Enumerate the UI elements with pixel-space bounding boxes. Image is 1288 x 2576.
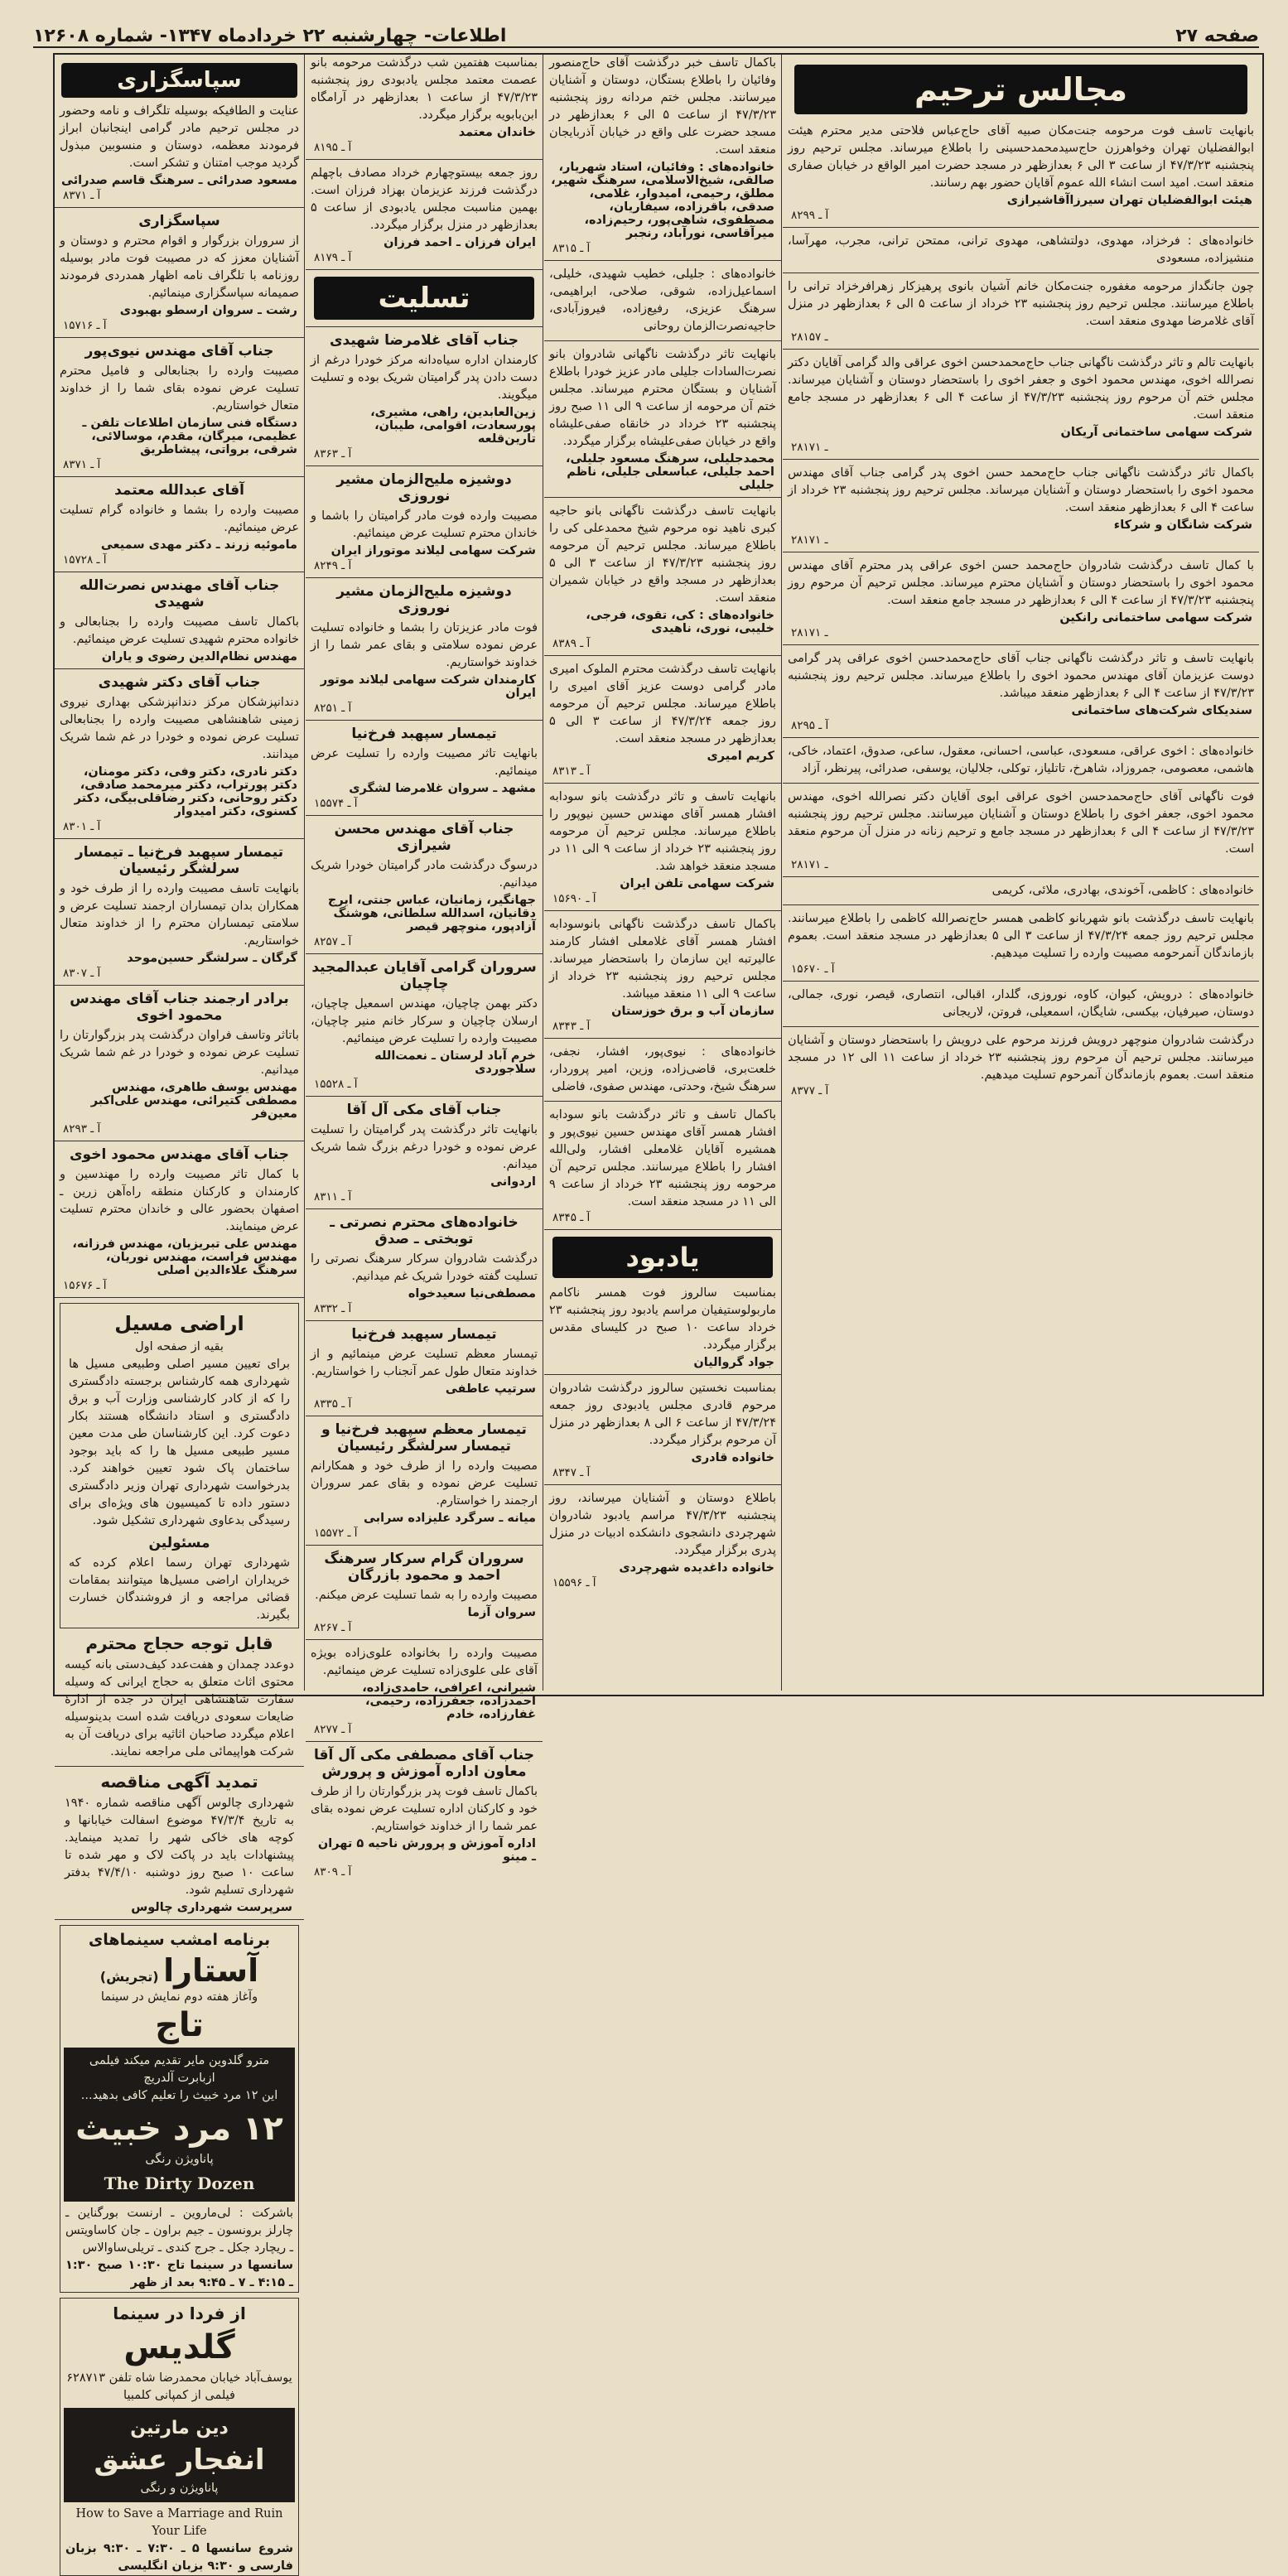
- col1-notice: [783, 789, 1259, 871]
- notice-code: آ ـ ۱۵۶۷۶: [63, 1279, 107, 1292]
- col4-notice: [55, 674, 304, 833]
- notice-body: خانواده‌های : جلیلی، خطیب شهیدی، خلیلی، اسماعیل‌زاده، شوقی، صلاحی، ابراهیمی، سرهنگ عزیزی، رفیع‌زاده، فیروزآبادی، حاجیه‌نصرت‌الزمان روحانی: [549, 268, 776, 333]
- notice-body: درسوگ درگذشت مادر گرامیتان خودرا شریک میدانیم.: [311, 859, 538, 890]
- page-header: [33, 18, 1259, 48]
- column-rule: [304, 55, 305, 1691]
- notice-signature: جواد گروالیان: [693, 1356, 774, 1369]
- col2-notice: [544, 661, 781, 778]
- divider: [306, 1096, 543, 1097]
- divider: [783, 981, 1259, 982]
- notice-body: مصیبت وارده فوت مادر گرامیتان را باشما و خاندان محترم تسلیت عرض مینمائیم.: [311, 509, 538, 540]
- notice-heading: خانواده‌های محترم نصرتی ـ توبختی ـ صدق: [330, 1214, 519, 1247]
- notice-signature: مهندس نظام‌الدین رضوی و یاران: [101, 650, 297, 663]
- cinema2-studio: فیلمی از کمپانی کلمبیا: [123, 2389, 235, 2402]
- notice-heading: تیمسار سپهبد فرخ‌نیا: [351, 1326, 497, 1343]
- notice-code: ۲ـ ۸۱۷۱: [791, 626, 828, 639]
- col2-notice: [544, 1380, 781, 1479]
- notice-signature: خرم آباد لرستان ـ نعمت‌الله سلاجوردی: [374, 1049, 536, 1076]
- notice-code: ۲ـ ۸۱۷۱: [791, 533, 828, 547]
- divider: [783, 904, 1259, 905]
- notice-hajj-body: دوعدد چمدان و هفت‌عدد کیف‌دستی بانه کیسه محتوی اثاث متعلق به حجاج ایرانی که وسیله سفارت شاهنشاهی ایران در جده از ادارهٔ ضایعات سعودی دریافت شده است بدینوسیله اعلام میگردد صاحبان اثاثیه برای دریافت آن به شرکت هواپیمائی ملی مراجعه نمایند.: [65, 1658, 294, 1758]
- notice-heading: تیمسار معظم سپهبد فرخ‌نیا و تیمسار سرلشگر رئیسیان: [321, 1421, 527, 1454]
- notice-signature: مصطفی‌نیا سعیدخواه: [408, 1287, 536, 1300]
- cinema-line: وآغاز هفته دوم نمایش در سینما: [100, 1990, 258, 2004]
- notice-signature: هیئت ابوالفضلیان تهران سیرزاآقاشیرازی: [1006, 194, 1252, 207]
- notice-body: فوت ناگهانی آقای حاج‌محمدحسن اخوی عراقی ابوی آقایان دکتر نصرالله اخوی، مهندس محمود اخوی، جعفر اخوی را باطلاع دوستان و آشنایان میرسانند. مجلس ترحیم روز پنجشنبه ۴۷/۳/۲۳ از ساعت ۴ الی ۶ بعدازظهر در مسجد جامع و ترحیم زنانه در منزل آن مرحوم منعقد است.: [788, 790, 1254, 856]
- section-title-yadbood: یادبود: [552, 1237, 773, 1278]
- notice-signature: ایران فرزان ـ احمد فرزان: [384, 236, 536, 249]
- col3-notice: [306, 1747, 543, 1879]
- divider: [306, 1741, 543, 1742]
- notice-signature: سازمان آب و برق خوزستان: [611, 1005, 774, 1018]
- notice-signature: کریم امیری: [707, 750, 774, 763]
- cinema2-tomorrow: از فردا در سینما: [113, 2303, 246, 2323]
- divider: [306, 1320, 543, 1321]
- notice-heading: جناب آقای مهندس محمود اخوی: [69, 1146, 290, 1163]
- cinema-shows: سانسها در سینما تاج ۱۰:۳۰ صبح ۱:۳۰ ـ ۴:۱۵ ـ ۷ ـ ۹:۴۵ بعد از ظهر: [65, 2259, 293, 2289]
- divider: [544, 1101, 781, 1102]
- divider: [783, 459, 1259, 460]
- col5-section: [55, 577, 304, 663]
- notice-body: باکمال تاسف مصیبت وارده را بجنابعالی و خانواده محترم شهیدی تسلیت عرض مینمائیم.: [60, 615, 299, 646]
- col3-notice: [306, 471, 543, 572]
- col1-notice: [783, 233, 1259, 268]
- divider: [783, 737, 1259, 738]
- col2-notice: [544, 1237, 781, 1369]
- notice-code: آ ـ ۸۳۷۱: [63, 189, 101, 202]
- notice-body: خانواده‌های : کاظمی، آخوندی، بهادری، ملائی، کریمی: [991, 884, 1254, 897]
- notice-body: بانهایت تاسف درگذشت ناگهانی بانو حاجیه کبری ناهید نوه مرحوم شیخ محمدعلی کی را باطلاع میرساند. مجلس ترحیم آن مرحومه روز پنجشنبه ۴۷/۳/۲۳ از ساعت ۳ الی ۵ بعدازظهر در مسجد واقع در خیابان شمیران منعقد است.: [549, 504, 776, 605]
- col3-notice: [306, 959, 543, 1091]
- notice-hajj-title: قابل توجه حجاج محترم: [85, 1633, 273, 1653]
- notice-body: با کمال تاسف درگذشت شادروان حاج‌محمد حسن اخوی عراقی پدر محترم آقای مهندس محمود اخوی را باستحضار دوستان و آشنایان محترم میرساند. مجلس ترحیم آن مرحوم روز پنجشنبه ۴۷/۳/۲۳ از ساعت ۴ الی ۶ بعدازظهر در مسجد جامع منعقد است.: [788, 559, 1254, 607]
- divider: [783, 644, 1259, 645]
- col1-notice: [783, 355, 1259, 454]
- poster2-star: دین مارتین: [130, 2418, 229, 2439]
- divider: [544, 340, 781, 341]
- divider: [55, 1297, 304, 1298]
- col2-notice: [544, 916, 781, 1033]
- cinema-name-taj: تاج: [155, 2006, 204, 2044]
- notice-signature: مهندس علی تبریزیان، مهندس فرزانه، مهندس فراست، مهندس نوریان، سرهنگ علاءالدین اصلی: [72, 1237, 297, 1277]
- notice-body: بمناسبت سالروز فوت همسر ناکامم ماربولوستیفیان مراسم یادبود روز پنجشنبه ۲۳ خرداد ساعت ۱۰ صبح در کلیسای مقدس برگزار میگردد.: [549, 1286, 776, 1352]
- notice-code: آ ـ ۱۵۵۹۶: [552, 1576, 596, 1589]
- article-arazi-masil: [60, 1303, 299, 1628]
- divider: [306, 159, 543, 160]
- notice-code: آ ـ ۸۳۰۱: [63, 820, 101, 833]
- col3-notice: [306, 583, 543, 715]
- paper-info: اطلاعات- چهارشنبه ۲۲ خردادماه ۱۳۴۷- شماره ۱۲۶۰۸: [33, 26, 507, 46]
- notice-body: باکمال تاسف فوت پدر بزرگوارتان را از طرف خود و کارکنان اداره تسلیت عرض نموده بقای عمر شما را از خداوند خواستاریم.: [311, 1785, 538, 1833]
- col2-notice: [544, 1107, 781, 1224]
- notice-signature: خانواده قادری: [691, 1451, 774, 1464]
- divider: [55, 1766, 304, 1767]
- notice-code: آ ـ ۸۳۶۳: [314, 447, 352, 461]
- film-poster: [64, 2048, 295, 2202]
- cinema-ad-goldis: [60, 2298, 299, 2576]
- divider: [783, 227, 1259, 228]
- notice-body: باکمال تاثر درگذشت ناگهانی جناب حاج‌محمد حسن اخوی پدر گرامی جناب آقای مهندس محمود اخوی را باستحضار دوستان و آشنایان میرساند. مجلس ترحیم روز پنجشنبه ۲۳ خرداد از ساعت ۴ الی ۶ بعدازظهر منعقد است.: [788, 466, 1255, 514]
- notice-code: آ ـ ۱۵۵۷۴: [314, 797, 358, 810]
- notice-signature: مشهد ـ سروان غلامرضا لشگری: [349, 782, 536, 795]
- notice-signature: سروان آزما: [467, 1606, 536, 1619]
- notice-signature: اردوانی: [490, 1175, 536, 1189]
- notice-code: آ ـ ۱۵۵۷۲: [314, 1527, 358, 1540]
- col2-notice: [544, 266, 781, 335]
- notice-code: ۲ـ ۸۱۵۷: [791, 330, 828, 344]
- divider: [544, 1374, 781, 1375]
- col1-notice: [783, 465, 1259, 547]
- col2-notice: [544, 1490, 781, 1589]
- column-obituaries: [783, 55, 1259, 1691]
- notice-signature: مهندس یوسف طاهری، مهندس مصطفی کتیرائی، مهندس علی‌اکبر معین‌فر: [90, 1081, 297, 1121]
- notice-signature: خانواده‌های : وفائیان، استاد شهریار، صالقی، شیخ‌الاسلامی، سرهنگ شهیر، مطلق، رحیمی، امیدوار، غلامی، صدقی، باقرزاده، سیفاریان، مصطفوی، شاهی‌پور، رحیم‌زاده، میرآقاسی، نورآباد، رنجبر: [551, 161, 774, 240]
- column-2: [544, 55, 781, 1691]
- notice-body: بانهایت تالم و تاثر درگذشت ناگهانی جناب حاج‌محمدحسن اخوی عراقی والد گرامی آقایان دکتر نصرالله اخوی، مهندس محمود اخوی و جعفر اخوی را باستحضار دوستان و آشنایان میرساند. مجلس ختم آن مرحوم روز پنجشنبه ۴۷/۳/۲۳ از ساعت ۴ الی ۶ بعدازظهر در مسجد جامع منعقد است.: [788, 356, 1254, 422]
- notice-signature: خانواده داغدیده شهرچردی: [619, 1561, 774, 1575]
- col1-notice: [783, 910, 1259, 976]
- col1-notice: [783, 123, 1259, 222]
- divider: [306, 1208, 543, 1209]
- col2-notice: [544, 55, 781, 255]
- notice-signature: ماموئیه زرند ـ دکتر مهدی سمیعی: [100, 538, 297, 552]
- notice-body: مصیبت وارده را بجنابعالی و فامیل محترم تسلیت عرض نموده بقای شما را از خداوند متعال خواستاریم.: [60, 364, 299, 412]
- notice-signature: سرتیپ عاطفی: [445, 1382, 536, 1396]
- article-title: اراضی مسیل: [114, 1312, 244, 1335]
- col4-notice: [55, 991, 304, 1136]
- cinema-name-astara: [60, 1952, 298, 1989]
- column-3-items: [306, 55, 543, 1879]
- notice-code: آ ـ ۸۱۷۹: [314, 251, 352, 264]
- notice-signature: سندیکای شرکت‌های ساختمانی: [1071, 704, 1252, 717]
- notice-signature: محمدجلیلی، سرهنگ مسعود جلیلی، احمد جلیلی، عباسعلی جلیلی، ناظم جلیلی: [566, 452, 774, 492]
- poster-hook: این ۱۲ مرد خبیث را تعلیم کافی بدهید...: [80, 2089, 278, 2102]
- page-number: صفحه ۲۷: [1175, 26, 1259, 46]
- divider: [783, 349, 1259, 350]
- notice-signature: شرکت سهامی ساختمانی رانکین: [1059, 611, 1252, 625]
- divider: [55, 476, 304, 477]
- article-sub2: مسئولین: [148, 1535, 210, 1551]
- notice-signature: اداره آموزش و پرورش ناحیه ۵ تهران ـ مینو: [317, 1837, 536, 1864]
- divider: [544, 1484, 781, 1485]
- cinema-tag: (تجریش): [99, 1969, 164, 1985]
- notice-signature: شرکت سهامی ساختمانی آریکان: [1060, 426, 1252, 439]
- notice-body: بانهایت تاسف مصیبت وارده را از طرف خود و همکاران بدان تیمساران ارجمند تسلیت عرض و سلامتی تیمساران محترم را از خداوند متعال خواستاریم.: [60, 882, 299, 948]
- notice-body: کارمندان اداره سیاه‌دانه مرکز خودرا درغم از دست دادن پدر گرامیتان شریک بوده و تسلیت میگویند.: [311, 354, 538, 402]
- notice-body: بانهایت تاسف درگذشت بانو شهربانو کاظمی همسر حاج‌نصرالله کاظمی را باطلاع میرسانند. مجلس ترحیم روز جمعه ۴۷/۳/۲۴ از ساعت ۳ الی ۵ بعدازظهر در مسجد منعقد است. بعموم بازماندگان آنمرحومه مصیبت وارده را تسلیت میدهیم.: [788, 912, 1254, 960]
- divider: [544, 497, 781, 498]
- notice-code: آ ـ ۱۵۵۲۸: [314, 1078, 358, 1091]
- notice-body: دکتر بهمن چاچیان، مهندس اسمعیل چاچیان، ارسلان چاچیان و سرکار خانم منیر چاچیان، مصیبت وارده را تسلیت عرض مینمائیم.: [311, 997, 538, 1045]
- notice-code: آ ـ ۸۳۰۷: [63, 967, 101, 980]
- notice-code: آ ـ ۸۲۵۷: [314, 935, 352, 948]
- notice-code: آ ـ ۸۲۹۵: [791, 719, 829, 732]
- col2-notice: [544, 789, 781, 905]
- divider: [306, 953, 543, 954]
- col4-notice: [55, 844, 304, 980]
- notice-signature: کارمندان شرکت سهامی لیلاند موتور ایران: [320, 673, 536, 700]
- notice-hajj: [60, 1633, 299, 1761]
- notice-heading: جناب آقای مهندس نیوی‌پور: [84, 343, 274, 359]
- notice-signature: مسعود صدرائی ـ سرهنگ قاسم صدرائی: [61, 174, 297, 187]
- col3-notice: [306, 821, 543, 948]
- col3-notice: [306, 277, 543, 320]
- notice-signature: شیرانی، اعرافی، حامدی‌زاده، احمدزاده، جعفرزاده، رحیمی، غفارزاده، خادم: [362, 1681, 536, 1721]
- notice-code: آ ـ ۸۲۶۷: [314, 1621, 352, 1634]
- notice-heading: سروران گرام سرکار سرهنگ احمد و محمود بازرگان: [324, 1551, 524, 1584]
- col1-notice: [783, 650, 1259, 732]
- notice-body: مصیبت وارده را به شما تسلیت عرض میکنم.: [315, 1589, 538, 1602]
- film2-poster: [64, 2408, 295, 2502]
- notice-body: درگذشت شادروان منوچهر درویش فرزند مرحوم علی درویش را باستحضار دوستان و آشنایان میرسانند. مجلس ترحیم آن مرحوم روز پنجشنبه ۲۳ خرداد از ساعت ۱۱ الی ۱۲ در مسجد منعقد است. بعموم بازماندگان آنمرحوم تسلیت میدهیم.: [788, 1034, 1254, 1082]
- notice-body: دندانپزشکان مرکز دندانپزشکی بهداری نیروی زمینی شاهنشاهی مصیبت وارده را بجنابعالی تسلیت عرض نموده و خودرا در غم شما شریک میدانند.: [60, 696, 299, 761]
- cinema-cast: باشرکت : لی‌ماروین ـ ارنست بورگناین ـ چارلز برونسون ـ جیم براون ـ جان کاساویتس ـ ریچارد جکل ـ جرج کندی ـ تریلی‌ساوالاس: [65, 2207, 293, 2255]
- tender-body: شهرداری چالوس آگهی مناقصه شماره ۱۹۴۰ به تاریخ ۴۷/۳/۴ موضوع اسفالت خیابانها و کوچه های خاکی شهر را تمدید مینماید. پیشنهادات باید در پاکت لاک و مهر شده تا ساعت ۱۰ صبح روز دوشنبه ۴۷/۴/۱۰ بدفتر شهرداری تسلیم شود.: [65, 1797, 294, 1897]
- notice-body: باکمال تاسف خبر درگذشت آقای حاج‌منصور وفائیان را باطلاع بستگان، دوستان و آشنایان میرسانند. مجلس ختم مردانه روز پنجشنبه ۴۷/۳/۲۳ از ساعت ۵ الی ۶ بعدازظهر در مسجد حضرت علی واقع در خیابان آذربایجان منعقد است.: [549, 56, 776, 157]
- notice-code: آ ـ ۱۵۷۱۶: [63, 319, 107, 332]
- notice-code: آ ـ ۸۳۰۹: [314, 1865, 352, 1879]
- notice-heading: جناب آقای مکی آل آقا: [346, 1102, 502, 1118]
- notice-heading: جناب آقای دکتر شهیدی: [98, 674, 261, 691]
- notice-heading: جناب آقای غلامرضا شهیدی: [329, 332, 519, 349]
- notice-body: بانهایت تاسف و تاثر درگذشت بانو سودابه افشار همسر آقای مهندس حسین نیوپور را باطلاع میرساند. مجلس ترحیم آن مرحومه روز پنجشنبه ۲۳ خرداد از ساعت ۹ الی ۱۱ در مسجد منعقد خواهد شد.: [549, 790, 776, 873]
- notice-body: بانهایت تاثر درگذشت پدر گرامیتان را تسلیت عرض نموده و خودرا درغم بزرگ شما شریک میدانم.: [311, 1123, 538, 1171]
- notice-body: باطلاع دوستان و آشنایان میرساند، روز پنجشنبه ۴۷/۳/۲۳ مراسم یادبود شادروان شهرچردی دانشجوی دانشکده ادبیات در منزل پدری برگزار میگردد.: [549, 1492, 776, 1557]
- section-title-sepasgozari: سپاسگزاری: [61, 63, 297, 98]
- notice-heading: جناب آقای مهندس نصرت‌الله شهیدی: [79, 577, 280, 610]
- col4-notice: [55, 1146, 304, 1292]
- section-title-tasliyat: تسلیت: [314, 277, 534, 320]
- tender-title: تمدید آگهی مناقصه: [100, 1772, 258, 1792]
- divider: [544, 655, 781, 656]
- divider: [544, 783, 781, 784]
- notice-signature: دکتر نادری، دکتر وفی، دکتر مومنان، دکتر پورتراب، دکتر میرمحمد صادقی، دکتر روحانی، دکتر رضاقلی‌بیگی، دکتر کسنوی، دکتر امیدوار: [74, 765, 297, 818]
- notice-body: فوت مادر عزیزتان را بشما و خانواده تسلیت عرض نموده سلامتی و بقای عمر شما را از خداوند خواستاریم.: [311, 621, 538, 669]
- notice-code: آ ـ ۸۲۵۱: [314, 702, 352, 715]
- col5-section: [55, 213, 304, 332]
- divider: [306, 815, 543, 816]
- notice-code: آ ـ ۸۳۳۲: [314, 1302, 352, 1315]
- notice-body: تیمسار معظم تسلیت عرض مینمائیم و از خداوند متعال طول عمر آنجناب را خواستاریم.: [311, 1348, 538, 1378]
- notice-code: آ ـ ۸۳۴۳: [552, 1020, 591, 1033]
- col3-notice: [306, 332, 543, 461]
- notice-body: عنایت و الطافیکه بوسیله تلگراف و نامه وحضور در مجلس ترحیم مادر گرامی اینجانبان ابراز فرمودند معظمه، دوستان و منسوبین مبذول گردید موجب امتنان و تشکر است.: [60, 104, 299, 170]
- notice-code: آ ـ ۸۳۷۱: [63, 458, 101, 471]
- notice-body: بمناسبت هفتمین شب درگذشت مرحومه بانو عصمت معتمد مجلس یادبودی روز پنجشنبه ۴۷/۳/۲۳ از ساعت ۱ بعدازظهر در آرامگاه ابن‌بابویه برگزار میگردد.: [311, 56, 538, 122]
- col5-section: [55, 103, 304, 202]
- notice-signature: شرکت سهامی تلفن ایران: [620, 877, 774, 890]
- cinema-ad-dirty-dozen: [60, 1925, 299, 2293]
- col2-notice: [544, 1044, 781, 1096]
- notice-body: بانهایت تاسف درگذشت محترم الملوک امیری مادر گرامی دوست عزیز آقای امیری را باطلاع میرساند. مجلس ترحیم آن مرحومه روز جمعه ۴۷/۳/۲۴ از ساعت ۳ الی ۵ بعدازظهر در مسجد منعقد است.: [549, 663, 776, 745]
- divider: [306, 269, 543, 270]
- section-title-majales: مجالس ترحیم: [794, 65, 1247, 114]
- divider: [306, 720, 543, 721]
- col1-notice: [783, 557, 1259, 639]
- notice-body: خانواده‌های : فرخزاد، مهدوی، دولتشاهی، مهدوی ترانی، ممتحن ترانی، مجرب، مهرآسا، منشیزاده، مسعودی: [788, 234, 1254, 265]
- poster-en: The Dirty Dozen: [104, 2173, 255, 2193]
- divider: [544, 260, 781, 261]
- divider: [306, 577, 543, 578]
- notice-code: آ ـ ۱۵۷۲۸: [63, 553, 107, 567]
- column-5-items: [55, 63, 304, 2573]
- notice-heading: سپاسگزاری: [138, 213, 220, 229]
- notice-body: مصیبت وارده را بخانواده علوی‌زاده بویژه آقای علی علوی‌زاده تسلیت عرض مینمائیم.: [311, 1647, 538, 1677]
- notice-code: آ ـ ۸۱۹۵: [314, 141, 352, 154]
- article-body: برای تعیین مسیر اصلی وطبیعی مسیل ها شهرداری همه کارشناس برجسته دادگستری را که از کادر کارشناسی وزارت آب و برق دادگستری و استاد دانشگاه هستند بکار دعوت کرد. این کارشناسان طی مدت معین مسیر طبیعی مسیل ها را که باید بوجود ساختمان پاک شود تعیین خواهند کرد. بدرخواست شهرداری تهران وزیر دادگستری دستور داده تا کمیسیون های ویژه‌ای برای رسیدگی بدعاوی شهرداری تشکیل شود.: [69, 1358, 290, 1527]
- col3-notice: [306, 1551, 543, 1634]
- col3-notice: [306, 1421, 543, 1540]
- col3-notice: [306, 1214, 543, 1315]
- notice-body: باکمال تاسف درگذشت ناگهانی بانوسودابه افشار همسر آقای غلامعلی افشار کارمند عالیرتبه این سازمان را باستحضار میرساند. مجلس ترحیم روز پنجشنبه ۲۳ خرداد از ساعت ۹ الی ۱۱ منعقد میباشد.: [549, 918, 776, 1001]
- notice-signature: خاندان معتمد: [458, 126, 536, 139]
- notice-signature: گرگان ـ سرلشگر حسین‌موحد: [127, 952, 297, 965]
- notice-code: آ ـ ۸۲۹۳: [63, 1122, 101, 1136]
- poster-ptag: پاناویژن رنگی: [145, 2153, 214, 2166]
- cinema2-shows: شروع سانسها ۵ ـ ۷:۳۰ ـ ۹:۳۰ بزبان فارسی و ۹:۳۰ بزبان انگلیسی: [65, 2542, 293, 2573]
- notice-heading: تیمسار سپهبد فرخ‌نیا: [351, 726, 497, 742]
- article-body2: شهرداری تهران رسما اعلام کرده که خریداران اراضی مسیل‌ها میتوانند بمقامات قضائی مراجعه و از فروشندگان خسارت بگیرند.: [69, 1556, 290, 1622]
- notice-code: آ ـ ۸۳۱۱: [314, 1190, 352, 1204]
- notice-body: از سروران بزرگوار و اقوام محترم و دوستان و آشنایان معزز که در مصیبت فوت مادر بوسیله روزنامه با تلگراف نامه اظهار همدردی فرمودند صمیمانه سپاسگزاری مینمائیم.: [60, 234, 299, 300]
- notice-code: آ ـ ۸۳۱۳: [552, 765, 591, 778]
- col3-notice: [306, 55, 543, 154]
- notice-heading: برادر ارجمند جناب آقای مهندس محمود اخوی: [70, 991, 289, 1024]
- notice-heading: دوشیزه ملیح‌الزمان مشیر نوروزی: [336, 583, 512, 616]
- notice-signature: رشت ـ سروان ارسطو بهبودی: [119, 304, 297, 317]
- notice-body: بمناسبت نخستین سالروز درگذشت شادروان مرحوم قادری مجلس یادبودی روز جمعه ۴۷/۳/۲۴ از ساعت ۶ الی ۸ بعدازظهر در منزل آن مرحوم برگزار میگردد.: [549, 1382, 776, 1447]
- article-sub: بقیه از صفحه اول: [135, 1340, 224, 1353]
- notice-heading: جناب آقای مهندس محسن شیرازی: [334, 821, 514, 854]
- cinema-name: آستارا: [163, 1952, 259, 1989]
- notice-heading: تیمسار سپهبد فرخ‌نیا ـ تیمسار سرلشگر رئیسیان: [75, 844, 284, 877]
- left-region: [55, 63, 304, 2573]
- notice-code: آ ـ ۸۲۷۷: [314, 1723, 352, 1736]
- divider: [783, 876, 1259, 877]
- notice-body: مصیبت وارده را بشما و خانواده گرام تسلیت عرض مینمائیم.: [60, 504, 299, 534]
- notice-code: آ ـ ۱۵۶۹۰: [552, 892, 596, 905]
- cinema2-name: گلدیس: [123, 2328, 235, 2366]
- notice-body: بانهایت تاسف و تاثر درگذشت ناگهانی جناب آقای حاج‌محمدحسن اخوی عراقی پدر گرامی دوست عزیزمان آقای مهندس محمود اخوی را باطلاع میرساند. مجلس ترحیم روز پنجشنبه ۴۷/۳/۲۳ از ساعت ۴ الی ۶ بعدازظهر منعقد میباشد.: [788, 652, 1254, 700]
- divider: [55, 985, 304, 986]
- divider: [55, 1919, 304, 1920]
- notice-body: درگذشت شادروان سرکار سرهنگ نصرتی را تسلیت گفته خودرا شریک غم میدانیم.: [311, 1252, 538, 1283]
- notice-code: آ ـ ۸۳۷۷: [791, 1084, 829, 1097]
- notice-body: بانهایت تاثر درگذشت ناگهانی شادروان بانو نصرت‌السادات جلیلی مادر عزیز خودرا باطلاع آشنایان و بستگان محترم میرساند. مجلس ختم آن مرحومه از ساعت ۹ الی ۱۱ صبح روز پنجشنبه ۲۳ خرداد در خانقاه صفی‌علیشاه واقع در خیابان صفی‌علیشاه برگزار میگردد.: [549, 348, 776, 448]
- col1-notice: [783, 1032, 1259, 1097]
- notice-code: آ ـ ۸۲۴۹: [314, 559, 352, 572]
- divider: [783, 783, 1259, 784]
- notice-body: بانهایت تاثر مصیبت وارده را تسلیت عرض مینمائیم.: [311, 747, 538, 778]
- col1-notice: [783, 987, 1259, 1021]
- notice-signature: دستگاه فنی سازمان اطلاعات تلفن ـ عظیمی، میرگان، مقدم، موسالائی، شرقی، برواتی، پیشاطریق: [82, 417, 297, 456]
- notice-body: با کمال تاثر مصیبت وارده را مهندسین و کارمندان و کارکنان منطقه راه‌آهن زرین ـ اصفهان بحضور عالی و خاندان محترم تسلیت عرض مینمایند.: [60, 1168, 299, 1233]
- divider: [306, 1639, 543, 1640]
- column-rule: [781, 55, 782, 1691]
- divider: [544, 910, 781, 911]
- notice-tender: [60, 1772, 299, 1914]
- column-3: [306, 55, 543, 1879]
- col1-notice: [783, 278, 1259, 344]
- col3-notice: [306, 1645, 543, 1736]
- col1-notice: [783, 743, 1259, 778]
- divider: [306, 1545, 543, 1546]
- notice-heading: سروران گرامی آقایان عبدالمجید چاچیان: [311, 959, 537, 992]
- divider: [55, 838, 304, 839]
- notice-code: آ ـ ۱۵۶۷۰: [791, 962, 835, 976]
- tender-signature: سرپرست شهرداری چالوس: [131, 1901, 292, 1914]
- poster-studio: مترو گلدوین مایر تقدیم میکند فیلمی ازبابرت آلدریچ: [89, 2054, 270, 2085]
- notice-body: باکمال تاسف و تاثر درگذشت بانو سودابه افشار همسر آقای مهندس حسین نیوی‌پور و همشیره آقایان غلامعلی افشار، ولی‌الله افشار را باطلاع میرسانند. مجلس ترحیم آن مرحومه روز پنجشنبه ۲۳ خرداد از ساعت ۹ الی ۱۱ در مسجد منعقد است.: [549, 1108, 776, 1208]
- notice-signature: جهانگیر، زمانیان، عباس جنتی، ایرج دقانیان، اسدالله سلطانی، هوشنگ آزادپور، منوچهر قیصر: [327, 894, 536, 933]
- col5-section: [55, 343, 304, 471]
- notice-signature: شرکت شانگان و شرکاء: [1113, 519, 1252, 532]
- col2-notice: [544, 503, 781, 650]
- notice-heading: دوشیزه ملیح‌الزمان مشیر نوروزی: [336, 471, 512, 504]
- poster2-ptag: پاناویژن و رنگی: [140, 2482, 219, 2495]
- cinema2-en: How to Save a Marriage and Ruin Your Life: [75, 2507, 283, 2538]
- notice-body: خانواده‌های : اخوی عراقی، مسعودی، عباسی، احسانی، معقول، ساعی، صدوق، اعتماد، خاکی، هاشمی، معصومی، جمروزاد، شاهرخ، تاتلیاز، توکلی، جلالیان، یوسفی، صدرائی، پیرنظر، آزاد: [788, 745, 1254, 775]
- notice-code: آ ـ ۸۳۴۵: [552, 1211, 591, 1224]
- notice-signature: خانواده‌های : کی، تقوی، فرجی، خلیبی، نوری، ناهیدی: [586, 609, 774, 635]
- poster2-film: انفجار عشق: [94, 2443, 265, 2477]
- col3-notice: [306, 1102, 543, 1204]
- divider: [55, 207, 304, 208]
- cinema2-addr: یوسف‌آباد خیابان محمدرضا شاه تلفن ۶۲۸۷۱۳: [66, 2371, 292, 2385]
- divider: [55, 337, 304, 338]
- notice-code: آ ـ ۸۳۴۷: [552, 1466, 591, 1479]
- notice-code: ۲ـ ۸۱۷۱: [791, 858, 828, 871]
- col2-notice: [544, 346, 781, 492]
- notice-body: چون جانگداز مرحومه مغفوره جنت‌مکان خانم آشیان بانوی پرهیزکار زهرافرخزاد ترانی را باطلاع میرسانند. مجلس ترحیم روز پنجشنبه ۲۳ خرداد از ساعت ۵ الی ۶ بعدازظهر در منزل آقای غلامرضا مهدوی منعقد است.: [788, 280, 1254, 328]
- notice-body: باتاثر وتاسف فراوان درگذشت پدر بزرگوارتان را تسلیت عرض نموده و خودرا در غم شما شریک میدانیم.: [60, 1029, 299, 1077]
- notice-body: مصیبت وارده را از طرف خود و همکارانم تسلیت عرض نموده و بقای عمر سروران ارجمند را خواستارم.: [311, 1459, 538, 1507]
- notice-heading: آقای عبدالله معتمد: [114, 482, 244, 499]
- col5-section: [55, 482, 304, 567]
- col3-notice: [306, 165, 543, 264]
- divider: [544, 1229, 781, 1230]
- col3-notice: [306, 1326, 543, 1411]
- notice-body: خانواده‌های : نیوی‌پور، افشار، نجفی، خلعت‌بری، قاضی‌زاده، وزین، امیر پروردار، سرهنگ شیخ، وحدتی، مهندس صفوی، فاضلی: [549, 1045, 776, 1093]
- notice-body: بانهایت تاسف فوت مرحومه جنت‌مکان صبیه آقای حاج‌عباس فلاحتی مدیر محترم هیئت ابوالفضلیان تهران وخواهرزن حاج‌سیدمحمدحسینی را باطلاع میرساند. مجلس ترحیم روز پنجشنبه ۴۷/۳/۲۳ از ساعت ۳ الی ۶ بعدازظهر در مسجد حضرت امیر الواقع در خیابان صفاری منعقد است. امید است انشاء الله عموم آقایان حضور بهم رسانند.: [788, 124, 1254, 190]
- notice-code: ۲ـ ۸۱۷۱: [791, 441, 828, 454]
- cinema-heading: برنامه امشب سینماهای: [88, 1931, 271, 1949]
- notice-code: آ ـ ۸۲۹۹: [791, 209, 829, 222]
- notice-body: خانواده‌های : درویش، کیوان، کاوه، نوروزی، گلدار، اقبالی، انتصاری، قیصر، نوری، جمالی، دوستان، صیرفیان، بیکسی، شایگان، اسمعیلی، فروتن، لاریجانی: [788, 988, 1254, 1019]
- notice-code: آ ـ ۸۳۱۵: [552, 242, 591, 255]
- divider: [783, 1026, 1259, 1027]
- notice-signature: شرکت سهامی لیلاند موتوراز ایران: [330, 544, 536, 557]
- divider: [55, 668, 304, 669]
- notice-signature: زین‌العابدین، راهی، مشیری، پورسعادت، اقوامی، طیبان، تارین‌قلعه: [370, 406, 536, 446]
- column-4: [55, 55, 304, 2573]
- divider: [544, 1038, 781, 1039]
- col3-notice: [306, 726, 543, 810]
- notice-signature: میانه ـ سرگرد علیزاده سرابی: [364, 1512, 536, 1525]
- col1-notice: [783, 882, 1259, 900]
- column-1-items: [783, 123, 1259, 1097]
- notice-code: آ ـ ۸۳۳۵: [314, 1397, 352, 1411]
- notice-heading: جناب آقای مصطفی مکی آل آقا معاون اداره آموزش و پرورش: [314, 1747, 534, 1780]
- poster-film: ۱۲ مرد خبیث: [75, 2110, 283, 2148]
- notice-body: روز جمعه بیستوچهارم خرداد مصادف باچهلم درگذشت فرزند عزیزمان بهزاد فرزان است. بهمین مناسبت مجلس یادبودی از ساعت ۵ بعدازظهر در منزل برگزار میگردد.: [311, 166, 538, 232]
- column-2-items: [544, 55, 781, 1589]
- notice-code: آ ـ ۸۳۸۹: [552, 637, 591, 650]
- divider: [306, 326, 543, 327]
